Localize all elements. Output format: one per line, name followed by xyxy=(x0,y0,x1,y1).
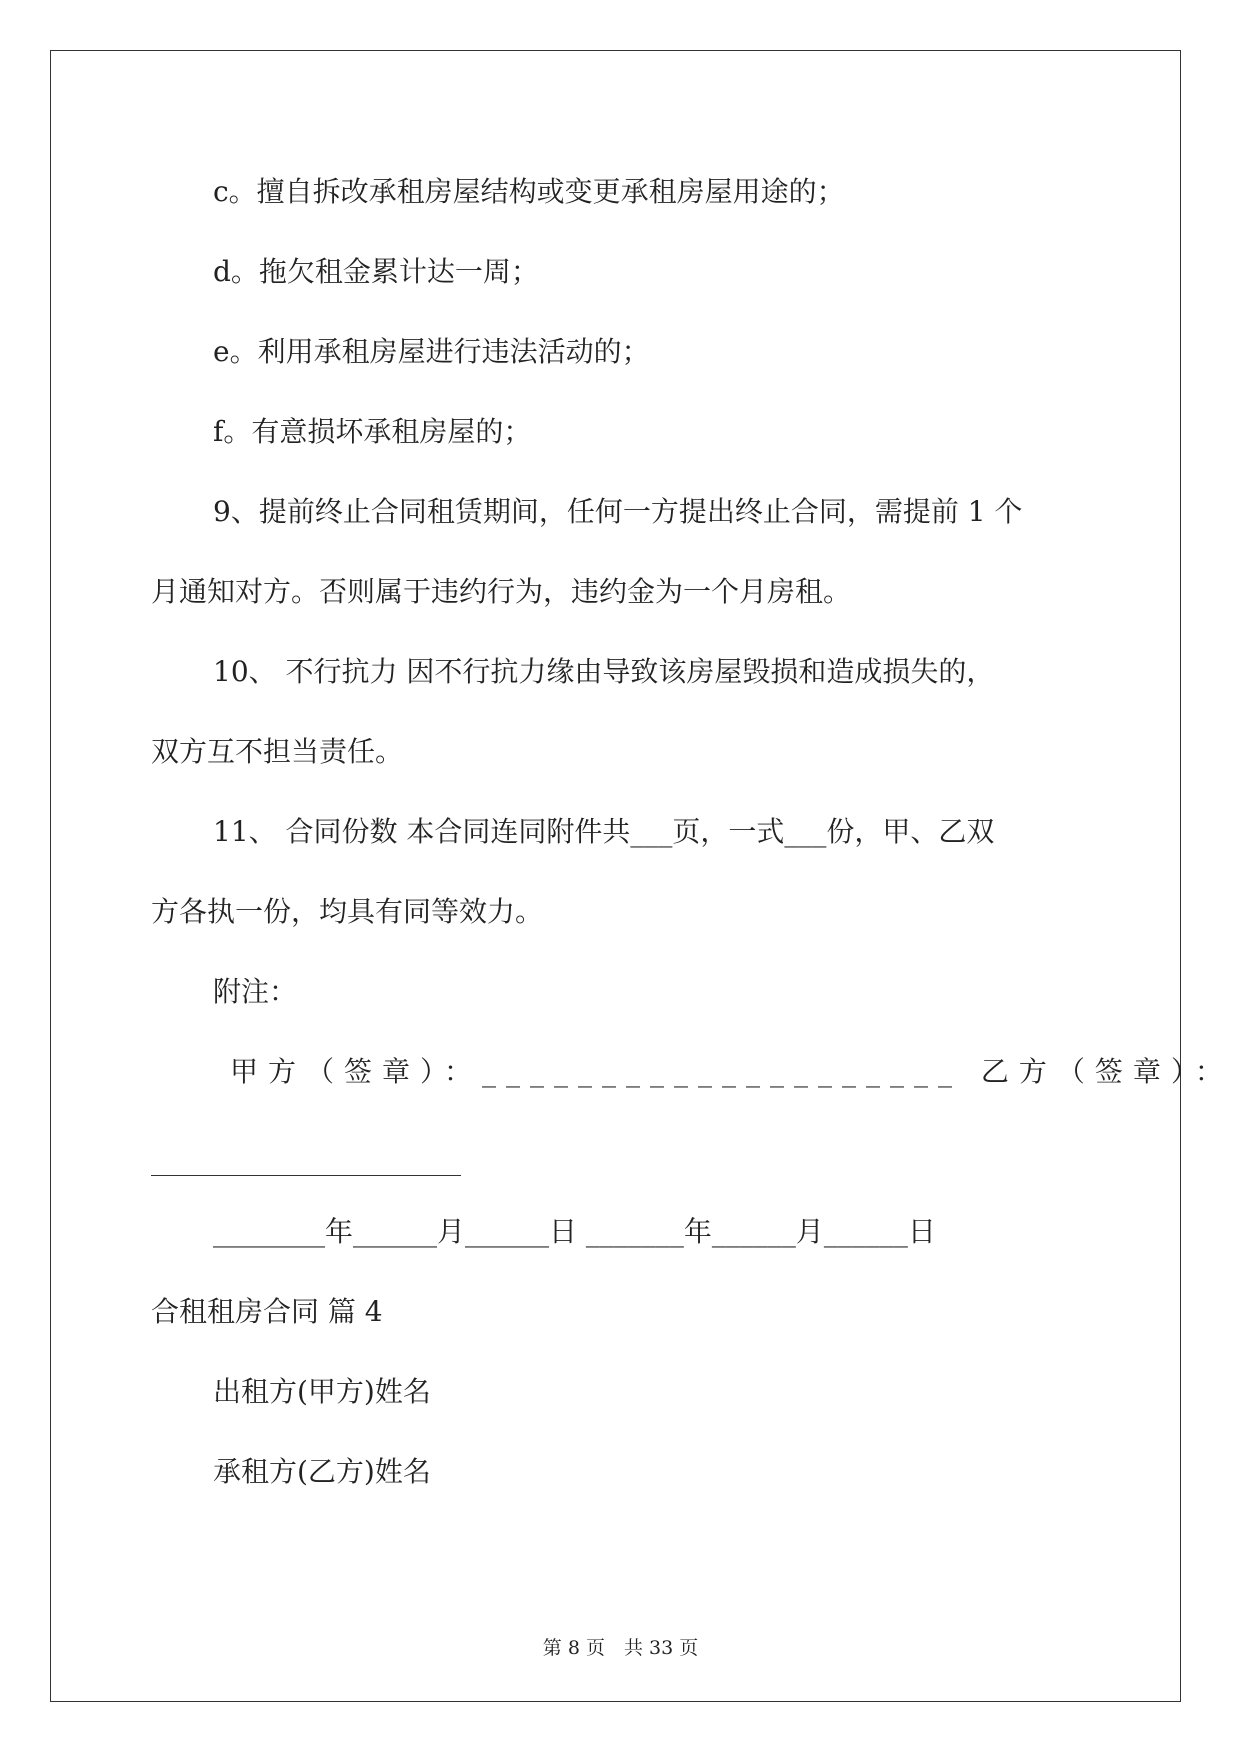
clause-11-line-1: 11、 合同份数 本合同连同附件共___页，一式___份，甲、乙双 xyxy=(213,815,995,848)
section-heading: 合租租房合同 篇 4 xyxy=(151,1295,383,1328)
signature-blank-line xyxy=(151,1175,461,1176)
date-line: ________年______月______日 _______年______月______日 xyxy=(213,1215,936,1248)
page-number: 第 8 页 共 33 页 xyxy=(542,1637,699,1659)
lessee-name-label: 承租方(乙方)姓名 xyxy=(213,1455,431,1488)
lessor-name-label: 出租方(甲方)姓名 xyxy=(213,1375,431,1408)
clause-8d: d。拖欠租金累计达一周； xyxy=(213,255,539,288)
clause-9-line-2: 月通知对方。否则属于违约行为，违约金为一个月房租。 xyxy=(151,575,852,608)
clause-11-line-2: 方各执一份，均具有同等效力。 xyxy=(151,895,544,928)
clause-8f: f。有意损坏承租房屋的； xyxy=(213,415,532,448)
notes-label: 附注： xyxy=(213,975,298,1008)
signature-line: 甲方（签章）：____________________ 乙方（签章）： xyxy=(230,1055,1233,1088)
clause-8c: c。擅自拆改承租房屋结构或变更承租房屋用途的； xyxy=(213,175,845,208)
clause-10-line-2: 双方互不担当责任。 xyxy=(151,735,404,768)
clause-10-line-1: 10、 不行抗力 因不行抗力缘由导致该房屋毁损和造成损失的， xyxy=(213,655,995,688)
clause-9-line-1: 9、提前终止合同租赁期间，任何一方提出终止合同，需提前 1 个 xyxy=(213,495,1023,528)
clause-8e: e。利用承租房屋进行违法活动的； xyxy=(213,335,650,368)
